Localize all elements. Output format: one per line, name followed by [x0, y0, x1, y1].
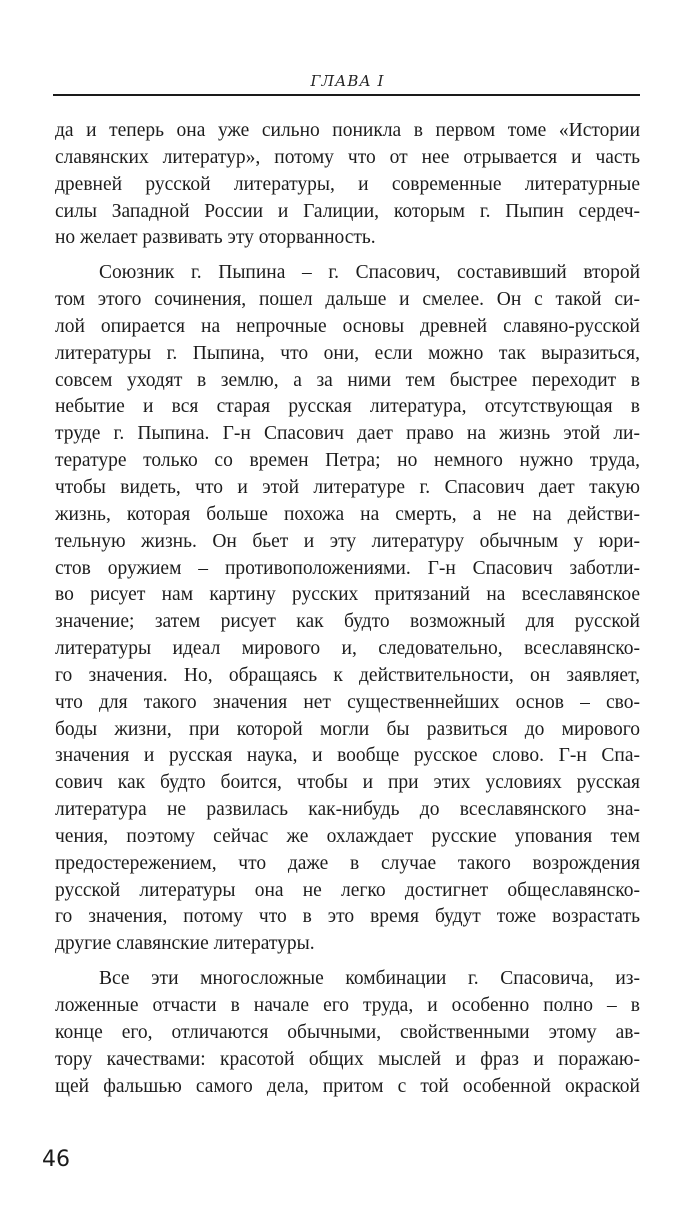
header-rule: [53, 94, 640, 96]
text-line: что для такого значения нет существеннейших основ – сво-: [55, 691, 640, 713]
paragraph-2: [55, 260, 640, 958]
text-line: го значения, потому что в это время будут тоже возрастать: [55, 906, 640, 928]
text-line: тературе только со времен Петра; но немного нужно труда,: [55, 450, 640, 472]
text-line: литературы идеал мирового и, следовательно, всеславянско-: [55, 638, 640, 660]
text-line: литература не развилась как-нибудь до всеславянского зна-: [55, 799, 640, 821]
body-text: [55, 118, 640, 1100]
text-line: предостережением, что даже в случае такого возрождения: [55, 852, 640, 874]
text-line: чения, поэтому сейчас же охлаждает русские упования тем: [55, 825, 640, 847]
text-line: чтобы видеть, что и этой литературе г. Спасович дает такую: [55, 476, 640, 498]
text-line: лой опирается на непрочные основы древней славяно-русской: [55, 315, 640, 337]
text-line: древней русской литературы, и современные литературные: [55, 173, 640, 195]
text-line: русской литературы она не легко достигнет общеславянско-: [55, 879, 640, 901]
paragraph-gap: [55, 252, 640, 260]
text-line: во рисует нам картину русских притязаний на всеславянское: [55, 584, 640, 606]
text-line: славянских литератур», потому что от нее отрывается и часть: [55, 146, 640, 168]
text-line: литературы г. Пыпина, что они, если можно так выразиться,: [55, 342, 640, 364]
text-line: тельную жизнь. Он бьет и эту литературу обычным у юри-: [55, 530, 640, 552]
text-line: значение; затем рисует как будто возможный для русской: [55, 611, 640, 633]
running-head: ГЛАВА I: [310, 72, 385, 90]
text-line: значения и русская наука, и вообще русское слово. Г-н Спа-: [55, 745, 640, 767]
text-line: небытие и вся старая русская литература, отсутствующая в: [55, 396, 640, 418]
text-line: Союзник г. Пыпина – г. Спасович, составивший второй: [99, 262, 640, 284]
page-number: 46: [42, 1147, 70, 1172]
text-line: другие славянские литературы.: [55, 933, 315, 955]
text-line: боды жизни, при которой могли бы развиться до мирового: [55, 718, 640, 740]
text-line: силы Западной России и Галиции, которым г. Пыпин сердеч-: [55, 200, 640, 222]
text-line: щей фальшью самого дела, притом с той особенной окраской: [55, 1075, 640, 1097]
text-line: том этого сочинения, пошел дальше и смелее. Он с такой си-: [55, 289, 640, 311]
text-line: но желает развивать эту оторванность.: [55, 227, 376, 249]
paragraph-gap: [55, 958, 640, 966]
text-line: да и теперь она уже сильно поникла в первом томе «Истории: [55, 120, 640, 141]
text-line: совсем уходят в землю, а за ними тем быстрее переходит в: [55, 369, 640, 391]
text-line: ложенные отчасти в начале его труда, и особенно полно – в: [55, 995, 640, 1016]
text-line: жизнь, которая больше похожа на смерть, а не на действи-: [55, 503, 640, 525]
text-line: тору качествами: красотой общих мыслей и фраз и поражаю-: [55, 1048, 640, 1070]
text-line: конце его, отличаются обычными, свойственными этому ав-: [55, 1021, 640, 1043]
text-line: труде г. Пыпина. Г-н Спасович дает право на жизнь этой ли-: [55, 423, 640, 445]
text-line: сович как будто боится, чтобы и при этих условиях русская: [55, 772, 640, 794]
text-line: Все эти многосложные комбинации г. Спасовича, из-: [99, 968, 640, 990]
text-line: стов оружием – противоположениями. Г-н Спасович заботли-: [55, 557, 640, 579]
paragraph-1: [55, 118, 640, 252]
paragraph-3: [55, 966, 640, 1100]
text-line: го значения. Но, обращаясь к действительности, он заявляет,: [55, 664, 640, 686]
